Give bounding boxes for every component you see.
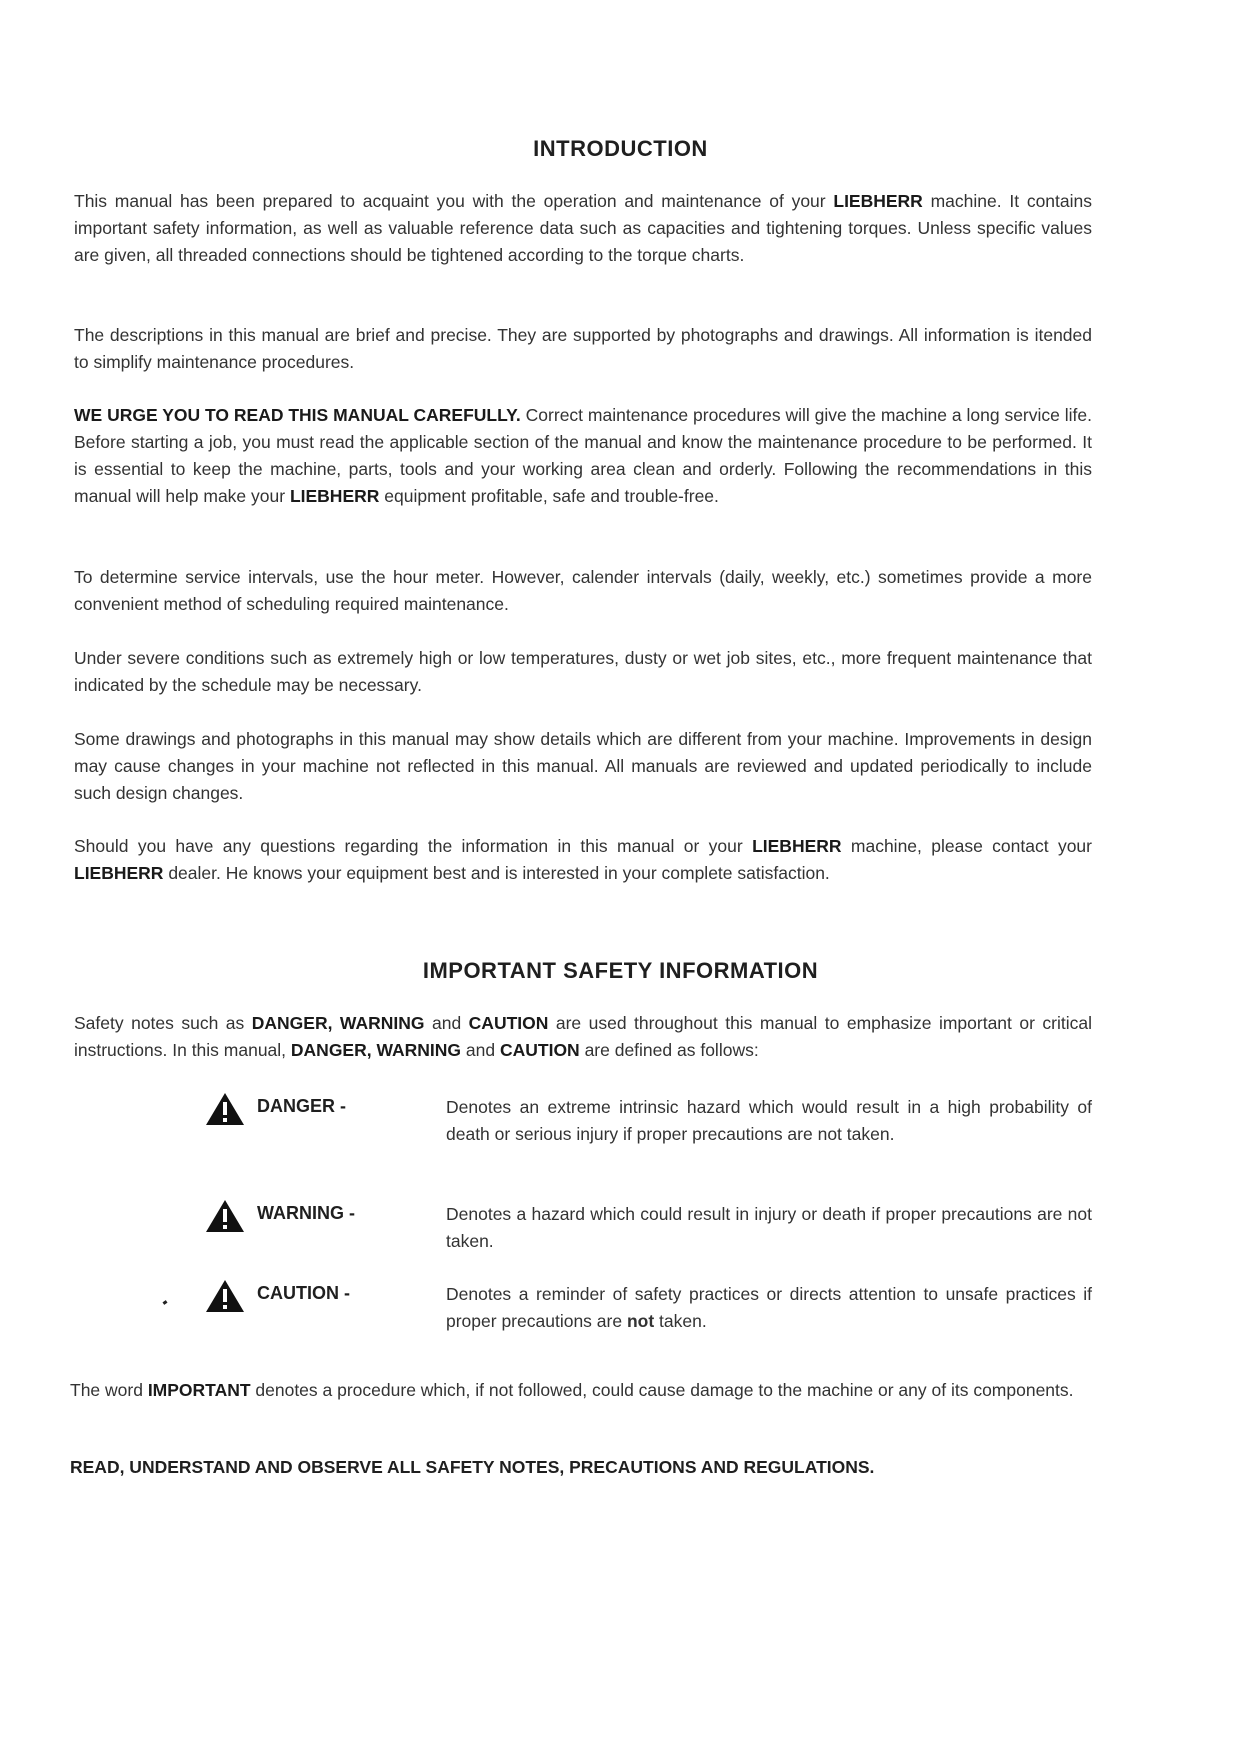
bold-text: LIEBHERR [289,486,380,506]
bold-text: IMPORTANT [147,1380,251,1400]
hazard-triangle-icon [205,1279,245,1313]
intro-paragraph-1 [74,188,1092,269]
final-safety-notice: READ, UNDERSTAND AND OBSERVE ALL SAFETY NOTES, PRECAUTIONS AND REGULATIONS. [70,1457,875,1477]
body-text: dealer. He knows your equipment best and is interested in your complete satisfaction. [163,863,830,883]
body-text: denotes a procedure which, if not followed, could cause damage to the machine or any of its components. [250,1380,1074,1400]
body-text: Safety notes such as [74,1013,252,1033]
safety-heading: IMPORTANT SAFETY INFORMATION [422,958,819,983]
body-text: and [461,1040,500,1060]
intro-paragraph-4 [74,564,1092,618]
intro-paragraph-3 [74,402,1092,510]
body-text: taken. [654,1311,707,1331]
safety-paragraph-1 [74,1010,1092,1064]
danger-label: DANGER - [257,1096,346,1116]
introduction-heading: INTRODUCTION [533,136,708,161]
bold-text: WE URGE YOU TO READ THIS MANUAL CAREFULLY. [74,405,521,425]
bold-text: LIEBHERR [752,836,842,856]
warning-description [446,1201,1092,1255]
body-text: The descriptions in this manual are brief and precise. They are supported by photographs and drawings. All information is itended to simplify maintenance procedures. [74,325,1092,372]
body-text: Denotes a hazard which could result in injury or death if proper precautions are not taken. [446,1204,1092,1251]
body-text: equipment profitable, safe and trouble-free. [379,486,719,506]
body-text: are used throughout this manual to emphasize important or critical instructions. In this manual, [74,1013,1092,1060]
hazard-triangle-icon [205,1199,245,1233]
caution-note [0,1277,1241,1357]
bold-text: LIEBHERR [74,863,164,883]
body-text: Denotes a reminder of safety practices or directs attention to unsafe practices if proper precautions are [446,1284,1092,1331]
body-text: To determine service intervals, use the hour meter. However, calender intervals (daily, weekly, etc.) sometimes provide a more convenient method of scheduling required maintenance. [74,567,1092,614]
body-text: This manual has been prepared to acquaint you with the operation and maintenance of your [74,191,834,211]
body-text: machine. It contains important safety information, as well as valuable reference data such as capacities and tightening torques. Unless specific values are given, all threaded connections should be tightened according to the torque charts. [74,191,1092,265]
warning-label: WARNING - [257,1203,355,1223]
bold-text: DANGER, WARNING [251,1013,425,1033]
body-text: Under severe conditions such as extremely high or low temperatures, dusty or wet job sites, etc., more frequent maintenance that indicated by the schedule may be necessary. [74,648,1092,695]
body-text: Denotes an extreme intrinsic hazard which would result in a high probability of death or serious injury if proper precautions are not taken. [446,1097,1092,1144]
body-text: machine, please contact your [841,836,1092,856]
caution-description [446,1281,1092,1335]
bold-text: CAUTION [468,1013,549,1033]
intro-paragraph-7 [74,833,1092,887]
danger-note [0,1090,1241,1170]
bold-text: CAUTION [499,1040,580,1060]
bold-text: DANGER, WARNING [290,1040,462,1060]
intro-paragraph-6 [74,726,1092,807]
hazard-triangle-icon [205,1092,245,1126]
body-text: The word [70,1380,148,1400]
safety-paragraph-2 [70,1377,1092,1404]
body-text: Should you have any questions regarding the information in this manual or your [74,836,753,856]
body-text: Some drawings and photographs in this manual may show details which are different from your machine. Improvements in design may cause changes in your machine not reflected in this manual. All manuals are reviewed and updated periodically to include such design changes. [74,729,1092,803]
caution-label: CAUTION - [257,1283,350,1303]
warning-note [0,1197,1241,1277]
bold-text: LIEBHERR [833,191,923,211]
bold-text: not [626,1311,655,1331]
body-text: are defined as follows: [579,1040,759,1060]
intro-paragraph-5 [74,645,1092,699]
intro-paragraph-2 [74,322,1092,376]
body-text: Correct maintenance procedures will give the machine a long service life. Before starting a job, you must read the applicable section of the manual and know the maintenance procedure to be performed. It is essential to keep the machine, parts, tools and your working area clean and orderly. Following the recommendations in this manual will help make your [74,405,1093,506]
danger-description [446,1094,1092,1148]
body-text: and [424,1013,469,1033]
